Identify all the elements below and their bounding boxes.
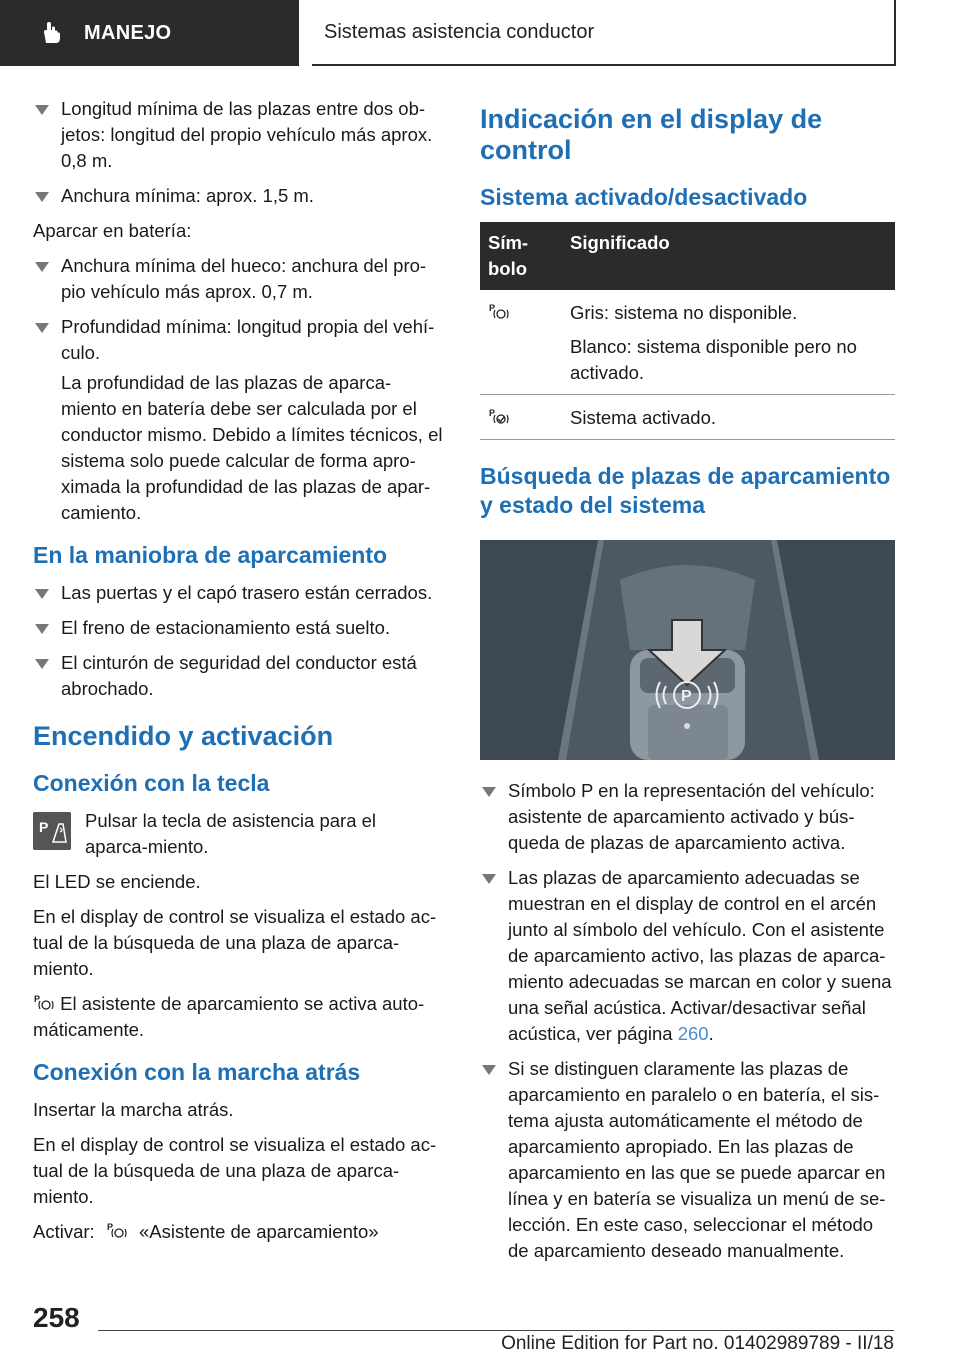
- status-heading: Sistema activado/desactivado: [480, 184, 808, 210]
- list-item: Profundidad mínima: longitud propia del vehí-culo.: [33, 314, 443, 366]
- maniobra-heading: En la maniobra de aparcamiento: [33, 542, 388, 568]
- list-item: [480, 865, 895, 1047]
- svg-text:P: P: [34, 994, 41, 1004]
- parking-assist-icon: [33, 993, 55, 1013]
- display-text: En el display de control se visualiza el estado ac-tual de la búsqueda de una plaza de aparca-miento.: [33, 1134, 437, 1207]
- parking-display-image: [480, 540, 895, 760]
- footer-divider: [98, 1330, 894, 1331]
- list-item: Símbolo P en la representación del vehículo: asistente de aparcamiento activado y bús-queda de plazas de aparcamiento activa.: [480, 778, 895, 856]
- list-item: El freno de estacionamiento está suelto.: [33, 615, 443, 641]
- led-text: El LED se enciende.: [33, 871, 201, 892]
- table-row: [480, 290, 895, 395]
- left-column: [33, 96, 443, 1254]
- display-text: En el display de control se visualiza el estado ac-tual de la búsqueda de una plaza de aparca-miento.: [33, 906, 437, 979]
- section-title: MANEJO: [84, 21, 172, 44]
- parking-assist-active-icon: [488, 407, 510, 427]
- svg-text:P: P: [489, 408, 496, 418]
- svg-text:P: P: [106, 1222, 113, 1232]
- list-item: Si se distinguen claramente las plazas de aparcamiento en paralelo o en batería, el sis-tema ajusta automáticamente el método de aparcamiento apropiado. En las plazas de aparcamiento en las que se puede aparcar en línea y en batería se visualiza un menú de se-lección. En este caso, seleccionar el método de aparcamiento deseado manualmente.: [480, 1056, 895, 1264]
- list-text: .: [708, 1023, 714, 1044]
- parking-assist-button-icon: [33, 812, 71, 850]
- hand-icon: [38, 19, 66, 47]
- page-link[interactable]: 260: [677, 1023, 709, 1044]
- list-text: Las plazas de aparcamiento adecuadas se muestran en el display de control en el arcén junto al símbolo del vehículo. Con el asistente de aparcamiento activo, las plazas de aparca-miento adecuadas se marcan en color y suena una señal acústica. Activar/desactivar señal acústica, ver página: [508, 867, 892, 1044]
- table-row: [480, 395, 895, 440]
- table-header: [480, 222, 895, 290]
- auto-text: El asistente de aparcamiento se activa auto-máticamente.: [33, 993, 425, 1040]
- meaning-line: Gris: sistema no disponible.: [570, 302, 798, 323]
- busqueda-heading: Búsqueda de plazas de aparcamiento y estado del sistema: [480, 463, 891, 518]
- list-item: Anchura mínima del hueco: anchura del pro-pio vehículo más aprox. 0,7 m.: [33, 253, 443, 305]
- activar-line: [33, 1219, 443, 1245]
- symbol-cell: [480, 395, 562, 440]
- footer-edition: Online Edition for Part no. 01402989789 - II/18: [501, 1333, 894, 1354]
- tecla-text: Pulsar la tecla de asistencia para el aparca-miento.: [85, 810, 377, 857]
- symbol-table: [480, 222, 895, 440]
- activar-value: «Asistente de aparcamiento»: [138, 1221, 379, 1242]
- col-symbol: Sím-bolo: [480, 222, 562, 290]
- depth-note: La profundidad de las plazas de aparca-miento en batería debe ser calculada por el conductor mismo. Debido a límites técnicos, el sistema solo puede calcular de forma apro-ximada la profundidad de las plazas de apar-camiento.: [61, 372, 443, 523]
- list-item: Anchura mínima: aprox. 1,5 m.: [33, 183, 443, 209]
- parking-assist-grey-icon: [488, 302, 510, 322]
- meaning-line: Blanco: sistema disponible pero no activado.: [570, 336, 857, 383]
- tecla-instruction: [33, 808, 443, 860]
- meaning-cell: [562, 395, 895, 440]
- section-tab: [0, 0, 299, 66]
- list-item: El cinturón de seguridad del conductor está abrochado.: [33, 650, 443, 702]
- list-item: Longitud mínima de las plazas entre dos ob-jetos: longitud del propio vehículo más aprox. 0,8 m.: [33, 96, 443, 174]
- svg-text:P: P: [681, 688, 692, 705]
- list-item: Las puertas y el capó trasero están cerrados.: [33, 580, 443, 606]
- display-heading: Indicación en el display de control: [480, 104, 823, 165]
- svg-text:P: P: [489, 303, 496, 313]
- auto-activation: [33, 991, 443, 1043]
- marcha-heading: Conexión con la marcha atrás: [33, 1059, 361, 1085]
- chapter-header: [312, 0, 896, 66]
- meaning-line: Sistema activado.: [570, 407, 717, 428]
- right-column: [480, 96, 895, 1273]
- meaning-cell: [562, 290, 895, 395]
- tecla-heading: Conexión con la tecla: [33, 770, 270, 796]
- svg-text:P: P: [39, 819, 49, 835]
- batteria-label: Aparcar en batería:: [33, 220, 192, 241]
- activar-label: Activar:: [33, 1221, 95, 1242]
- marcha-text: Insertar la marcha atrás.: [33, 1099, 234, 1120]
- col-meaning: Significado: [562, 222, 895, 290]
- chapter-title: Sistemas asistencia conductor: [324, 20, 595, 43]
- page-number: 258: [33, 1302, 80, 1333]
- encendido-heading: Encendido y activación: [33, 721, 334, 751]
- parking-assist-icon: [106, 1221, 128, 1241]
- symbol-cell: [480, 290, 562, 395]
